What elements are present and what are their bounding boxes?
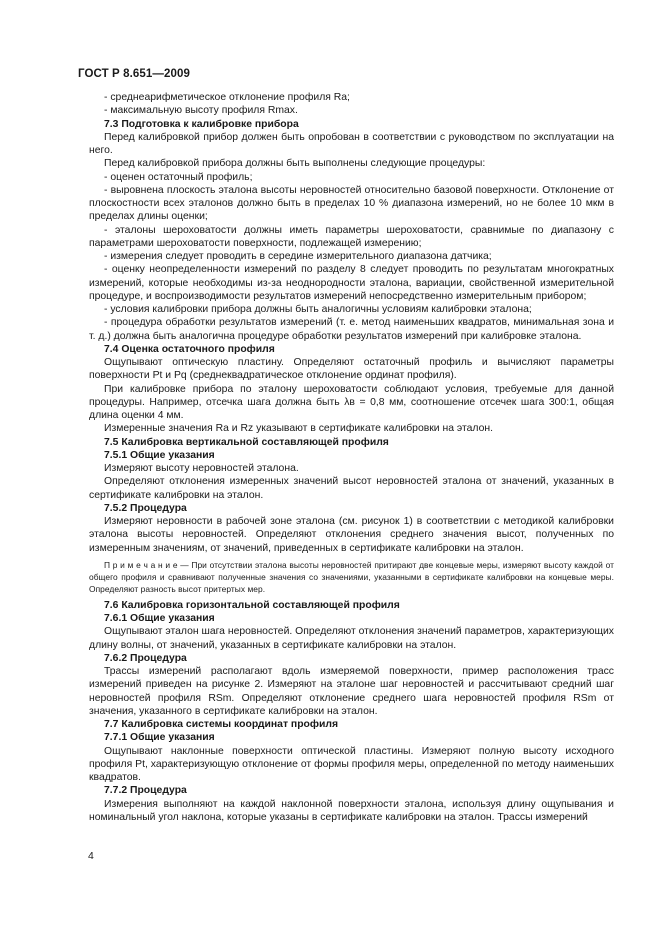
subsection-heading: 7.6.1 Общие указания <box>104 613 215 624</box>
section-heading: 7.4 Оценка остаточного профиля <box>104 343 275 355</box>
subsection-heading: 7.7.1 Общие указания <box>104 732 215 744</box>
list-item: - среднеарифметическое отклонение профиля Ra; <box>104 92 350 103</box>
paragraph: Измеряют неровности в рабочей зоне эталона (см. рисунок 1) в соответствии с методикой калибровки эталона высоты неровностей. Определяют отклонения среднего значения высот, полученных по измеренным значениям, от значений, приведенных в сертификате калибровки на эталон. <box>89 516 614 554</box>
list-item: - условия калибровки прибора должны быть аналогичны условиям калибровки эталона; <box>104 304 532 315</box>
section-heading: 7.7 Калибровка системы координат профиля <box>104 719 339 730</box>
document-body <box>89 91 614 824</box>
list-item: - оценен остаточный профиль; <box>104 171 253 183</box>
section-heading: 7.6 Калибровка горизонтальной составляющей профиля <box>104 599 400 611</box>
paragraph: Измерения выполняют на каждой наклонной поверхности эталона, используя длину ощупывания и номинальный угол наклона, которые указаны в сертификате калибровки на эталон. Трассы измерений <box>89 798 614 823</box>
paragraph: Ощупывают оптическую пластину. Определяют остаточный профиль и вычисляют параметры поверхности Pt и Pq (среднеквадратическое отклонение ординат профиля). <box>89 357 614 382</box>
page-number: 4 <box>88 851 94 862</box>
paragraph: Ощупывают эталон шага неровностей. Определяют отклонения значений параметров, характеризующих длину волны, от значений, указанных в сертификате калибровки на эталон. <box>89 626 614 651</box>
list-item: - оценку неопределенности измерений по разделу 8 следует проводить по результатам многократных измерений, которые необходимы из-за неоднородности эталона, вариации, свойственной измерительной процедуре, и воспроизводимости результатов измерений непосредственно измерительным прибором; <box>89 264 614 302</box>
list-item: - выровнена плоскость эталона высоты неровностей относительно базовой поверхности. Отклонение от плоскостности всех эталонов должно быть в пределах 10 % диапазона измерений, но не более 10 мкм в пределах длины оценки; <box>89 184 614 223</box>
document-header: ГОСТ Р 8.651—2009 <box>78 68 190 80</box>
list-item: - эталоны шероховатости должны иметь параметры шероховатости, сравнимые по диапазону с параметрами шероховатости поверхности, подлежащей измерению; <box>89 224 614 249</box>
list-item: - процедура обработки результатов измерений (т. е. метод наименьших квадратов, минимальная зона и т. д.) должна быть аналогична процедуре обработки результатов измерений при калибровке эталона. <box>89 317 614 342</box>
subsection-heading: 7.7.2 Процедура <box>104 785 187 797</box>
section-heading: 7.3 Подготовка к калибровке прибора <box>104 118 299 130</box>
subsection-heading: 7.5.2 Процедура <box>104 502 187 514</box>
paragraph: Измеряют высоту неровностей эталона. <box>104 463 299 474</box>
paragraph: Определяют отклонения измеренных значений высот неровностей эталона от значений, указанных в сертификате калибровки на эталон. <box>89 476 614 501</box>
paragraph: Перед калибровкой прибора должны быть выполнены следующие процедуры: <box>104 158 486 170</box>
paragraph: Измеренные значения Ra и Rz указывают в сертификате калибровки на эталон. <box>104 423 493 435</box>
paragraph: Перед калибровкой прибор должен быть опробован в соответствии с руководством по эксплуатации на него. <box>89 131 614 156</box>
paragraph: Трассы измерений располагают вдоль измеряемой поверхности, пример расположения трасс измерений приведен на рисунке 2. Измеряют на эталоне шаг неровностей и рассчитывают средний шаг неровностей профиля RSm. Определяют отклонение среднего шага неровностей профиля RSm от значения, указанного в сертификате калибровки на эталон. <box>89 666 614 717</box>
list-item: - измерения следует проводить в середине измерительного диапазона датчика; <box>104 251 492 262</box>
paragraph: Ощупывают наклонные поверхности оптической пластины. Измеряют полную высоту исходного профиля Pt, характеризующую отклонение от формы профиля меры, определенной по методу наименьших квадратов. <box>89 745 614 783</box>
subsection-heading: 7.5.1 Общие указания <box>104 449 215 461</box>
subsection-heading: 7.6.2 Процедура <box>104 652 187 664</box>
note: П р и м е ч а н и е — При отсутствии эталона высоты неровностей притирают две концевые меры, измеряют высоту каждой от общего профиля и сравнивают полученные значения со значениями, указанными в сертификате калибровки на концевые меры. Определяют разность высот притертых мер. <box>89 559 614 594</box>
section-heading: 7.5 Калибровка вертикальной составляющей профиля <box>104 436 389 448</box>
list-item: - максимальную высоту профиля Rmax. <box>104 105 298 117</box>
paragraph: При калибровке прибора по эталону шероховатости соблюдают условия, требуемые для данной процедуры. Например, отсечка шага должна быть λв = 0,8 мм, соотношение отсечек шага 300:1, общая длина оценки 4 мм. <box>89 383 614 421</box>
